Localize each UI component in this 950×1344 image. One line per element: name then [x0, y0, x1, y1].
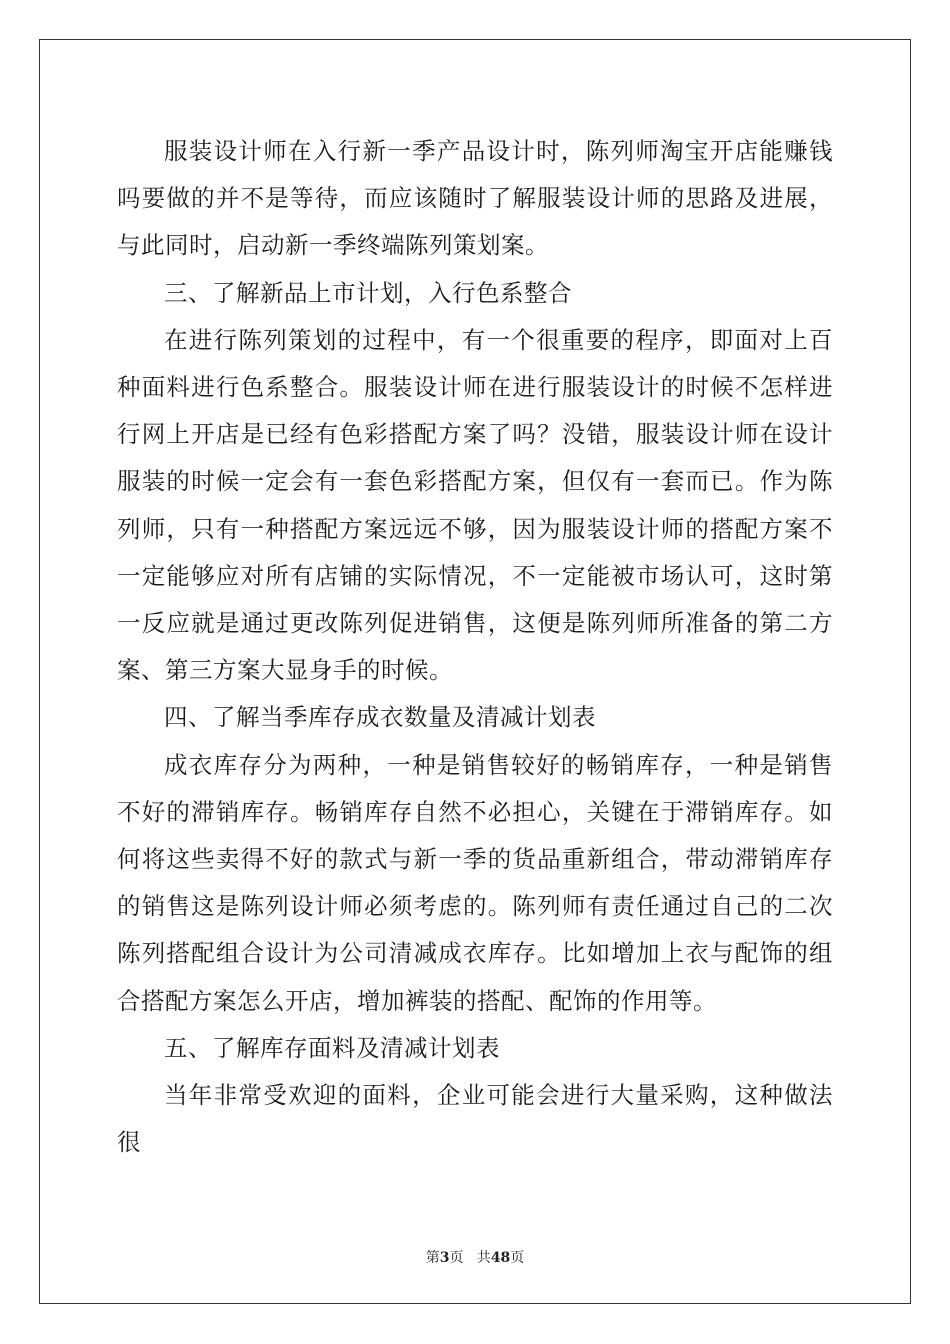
body-paragraph: 成衣库存分为两种，一种是销售较好的畅销库存，一种是销售不好的滞销库存。畅销库存自然不必担心，关键在于滞销库存。如何将这些卖得不好的款式与新一季的货品重新组合，带动滞销库存的销售这是陈列设计师必须考虑的。陈列师有责任通过自己的二次陈列搭配组合设计为公司清减成衣库存。比如增加上衣与配饰的组合搭配方案怎么开店，增加裤装的搭配、配饰的作用等。 [117, 750, 833, 1015]
body-paragraph: 服装设计师在入行新一季产品设计时，陈列师淘宝开店能赚钱吗要做的并不是等待，而应该随时了解服装设计师的思路及进展，与此同时，启动新一季终端陈列策划案。 [117, 137, 833, 260]
page-label-prefix: 第 [425, 1250, 440, 1266]
section-heading: 五、了解库存面料及清减计划表 [164, 1033, 500, 1062]
page-footer [0, 1248, 950, 1268]
page-label-suffix: 页 [449, 1250, 464, 1266]
body-paragraph: 在进行陈列策划的过程中，有一个很重要的程序，即面对上百种面料进行色系整合。服装设计师在进行服装设计的时候不怎样进行网上开店是已经有色彩搭配方案了吗？没错，服装设计师在设计服装的时候一定会有一套色彩搭配方案，但仅有一套而已。作为陈列师，只有一种搭配方案远远不够，因为服装设计师的搭配方案不一定能够应对所有店铺的实际情况，不一定能被市场认可，这时第一反应就是通过更改陈列促进销售，这便是陈列师所准备的第二方案、第三方案大显身手的时候。 [117, 325, 833, 685]
document-body [117, 128, 833, 1166]
body-paragraph: 当年非常受欢迎的面料，企业可能会进行大量采购，这种做法很 [117, 1081, 833, 1157]
section-heading: 三、了解新品上市计划，入行色系整合 [164, 278, 572, 307]
section-heading: 四、了解当季库存成衣数量及清减计划表 [164, 703, 596, 732]
total-label-prefix: 共 [476, 1250, 491, 1266]
total-pages: 48 [490, 1250, 511, 1266]
total-label-suffix: 页 [510, 1250, 525, 1266]
page-number: 3 [439, 1250, 450, 1266]
